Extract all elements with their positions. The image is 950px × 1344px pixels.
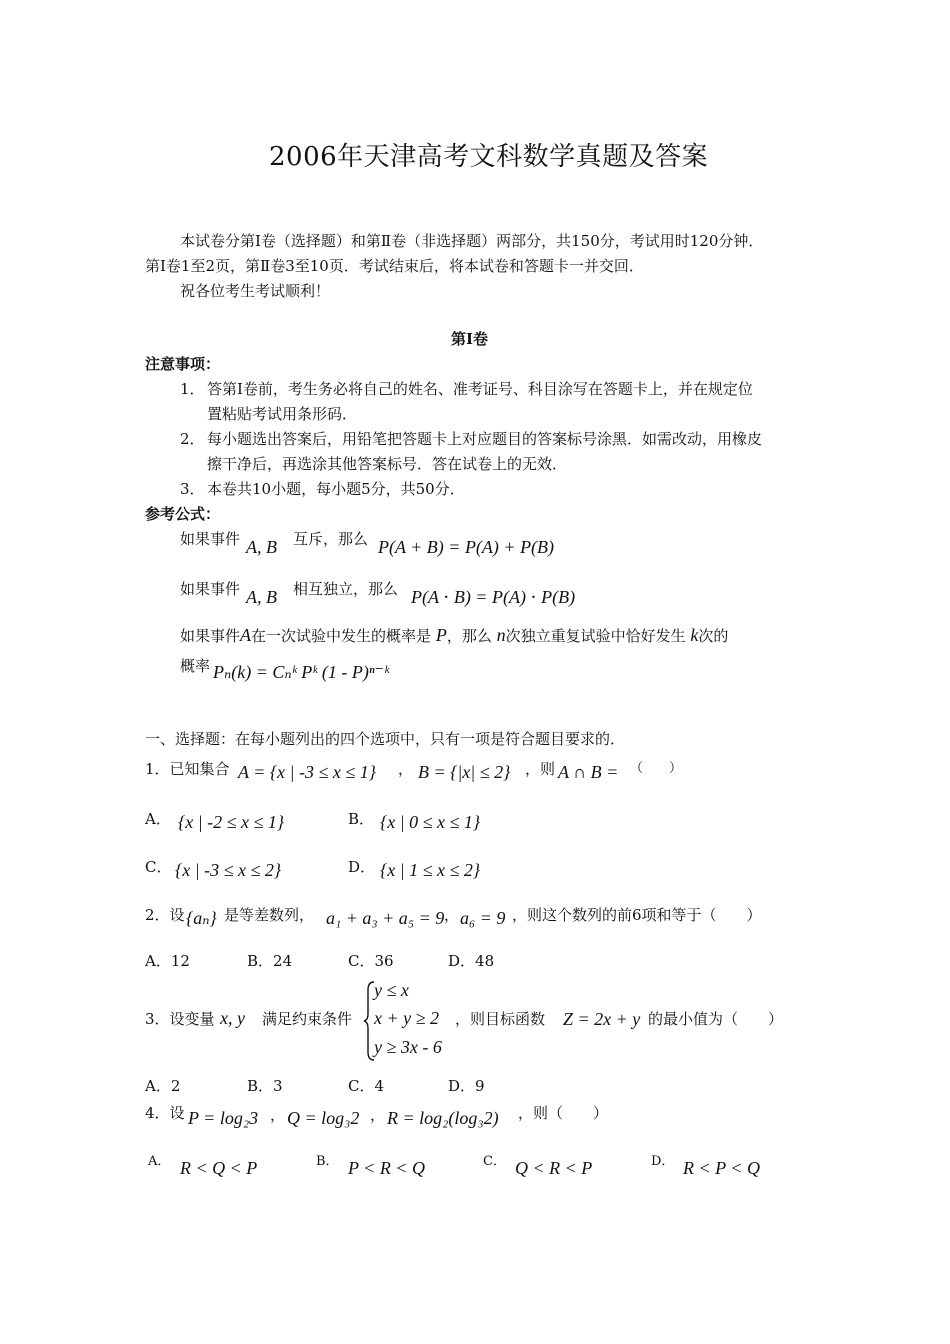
formula-3-n: n (496, 625, 506, 645)
q2-mid: 是等差数列， (224, 906, 315, 924)
formula-1-prefix: 如果事件 (180, 530, 241, 548)
formulas-title: 参考公式： (145, 505, 221, 523)
q1-option-C[interactable]: {x | -3 ≤ x ≤ 2} (175, 860, 282, 880)
q4-option-D[interactable]: R < P < Q (683, 1158, 760, 1178)
formula-2-events: A, B (246, 587, 277, 607)
formula-3-k: k (690, 625, 699, 645)
q3-option-D (448, 1075, 485, 1096)
q3-option-A-value[interactable]: 2 (170, 1077, 181, 1095)
intro-line-3: 祝各位考生考试顺利！ (180, 282, 331, 300)
formula-3-expression: Pₙ(k) = Cₙᵏ Pᵏ (1 - P)ⁿ⁻ᵏ (213, 662, 390, 682)
q2-option-B-label: B． (247, 952, 274, 970)
q2-option-A-label: A． (145, 952, 171, 970)
note-2-line-2: 擦干净后，再选涂其他答案标号．答在试卷上的无效． (207, 455, 568, 473)
q4-post: ，则（ ） (518, 1104, 609, 1122)
note-1-line-2: 置粘贴考试用条形码． (207, 405, 358, 423)
note-1-number: 1． (180, 380, 205, 398)
note-2-line-1: 每小题选出答案后，用铅笔把答题卡上对应题目的答案标号涂黑．如需改动，用橡皮 (207, 430, 763, 448)
formula-1-events: A, B (246, 537, 277, 557)
q2-option-C (348, 950, 394, 971)
q1-answer-paren: （ ） (630, 761, 683, 776)
notes-title: 注意事项： (145, 355, 221, 373)
q2-condition-2: a₆ = 9 (460, 908, 506, 928)
q3-vars: x, y (220, 1008, 245, 1028)
formula-3-event-A: A (240, 625, 252, 645)
q3-option-B-label: B． (247, 1077, 274, 1095)
q3-option-C (348, 1075, 384, 1096)
formula-3-line (180, 625, 728, 646)
q2-option-D-label: D． (448, 952, 476, 970)
q4-option-B-label: B． (316, 1154, 339, 1169)
q3-post-a: ，则目标函数 (455, 1010, 546, 1028)
q4-option-B[interactable]: P < R < Q (348, 1158, 425, 1178)
q1-set-A: A = {x | -3 ≤ x ≤ 1} (238, 762, 376, 782)
q2-separator: ， (444, 906, 460, 924)
formula-3-text-d: 次独立重复试验中恰好发生 (505, 627, 686, 645)
q1-ask: A ∩ B = (558, 762, 619, 782)
formula-3-label: 概率 (180, 657, 211, 675)
q3-option-B-value[interactable]: 3 (273, 1077, 283, 1095)
formula-3-text-a: 如果事件 (180, 627, 241, 645)
q2-option-C-label: C． (348, 952, 375, 970)
q3-option-A-label: A． (145, 1077, 171, 1095)
document-title: 2006年天津高考文科数学真题及答案 (269, 142, 709, 172)
q1-option-A-label: A． (145, 810, 171, 828)
q3-constraint-2: x + y ≥ 2 (374, 1008, 440, 1028)
q1-then: ，则 (525, 760, 556, 778)
q3-option-B (247, 1075, 283, 1096)
q2-option-B (247, 950, 292, 971)
q2-option-B-value[interactable]: 24 (273, 952, 293, 970)
q4-option-A[interactable]: R < Q < P (180, 1158, 258, 1178)
part-heading: 第Ⅰ卷 (451, 330, 489, 348)
q1-option-D-label: D． (348, 858, 376, 876)
q2-option-D (448, 950, 494, 971)
formula-3-text-b: 在一次试验中发生的概率是 (251, 627, 432, 645)
q3-constraint-3: y ≥ 3x - 6 (374, 1037, 442, 1057)
q2-stem-prefix: 2．设 (145, 906, 185, 924)
q3-stem-prefix: 3．设变量 (145, 1010, 215, 1028)
q3-constraint-1: y ≤ x (374, 980, 409, 1000)
q3-mid: 满足约束条件 (262, 1010, 353, 1028)
formula-2-mid: 相互独立，那么 (293, 580, 399, 598)
intro-line-2: 第Ⅰ卷1至2页，第Ⅱ卷3至10页．考试结束后，将本试卷和答题卡一并交回． (145, 257, 644, 275)
note-2-number: 2． (180, 430, 205, 448)
q1-option-B[interactable]: {x | 0 ≤ x ≤ 1} (380, 812, 481, 832)
q4-Q: Q = log₃2 (287, 1108, 360, 1128)
q2-option-C-value[interactable]: 36 (374, 952, 394, 970)
intro-line-1: 本试卷分第Ⅰ卷（选择题）和第Ⅱ卷（非选择题）两部分，共150分，考试用时120分钟． (180, 232, 764, 250)
q1-set-B: B = {|x| ≤ 2} (418, 762, 511, 782)
q4-option-A-label: A． (148, 1154, 171, 1169)
q2-option-A-value[interactable]: 12 (170, 952, 190, 970)
q4-separator-1: ， (270, 1106, 286, 1124)
q4-separator-2: ， (370, 1106, 386, 1124)
q1-option-C-label: C． (145, 858, 172, 876)
q3-option-C-value[interactable]: 4 (374, 1077, 385, 1095)
formula-1-expression: P(A + B) = P(A) + P(B) (378, 537, 555, 557)
q2-option-A (145, 950, 190, 971)
q2-option-D-value[interactable]: 48 (475, 952, 495, 970)
q4-option-C[interactable]: Q < R < P (515, 1158, 593, 1178)
note-3-line-1: 本卷共10小题，每小题5分，共50分． (207, 480, 465, 498)
q3-option-D-label: D． (448, 1077, 476, 1095)
formula-3-P: P (435, 625, 447, 645)
q3-option-C-label: C． (348, 1077, 375, 1095)
q4-option-D-label: D． (651, 1154, 675, 1169)
q2-sequence: {aₙ} (186, 908, 217, 928)
formula-1-mid: 互斥，那么 (293, 530, 369, 548)
q3-option-A (145, 1075, 180, 1096)
q1-option-D[interactable]: {x | 1 ≤ x ≤ 2} (380, 860, 481, 880)
formula-2-expression: P(A ⋅ B) = P(A) ⋅ P(B) (411, 587, 576, 607)
formula-2-prefix: 如果事件 (180, 580, 241, 598)
formula-3-text-c: ，那么 (446, 627, 492, 645)
q3-post-b: 的最小值为（ ） (648, 1010, 784, 1028)
note-1-line-1: 答第Ⅰ卷前，考生务必将自己的姓名、准考证号、科目涂写在答题卡上，并在规定位 (207, 380, 753, 398)
q3-objective: Z = 2x + y (563, 1009, 641, 1029)
section-heading: 一、选择题：在每小题列出的四个选项中，只有一项是符合题目要求的． (145, 730, 626, 748)
note-3-number: 3． (180, 480, 205, 498)
q3-option-D-value[interactable]: 9 (475, 1077, 485, 1095)
q4-R: R = log₂(log₃2) (387, 1108, 499, 1128)
q1-separator: ， (398, 760, 414, 778)
q1-option-B-label: B． (348, 810, 375, 828)
q4-P: P = log₂3 (188, 1108, 259, 1128)
q2-post: ，则这个数列的前6项和等于（ ） (512, 906, 762, 924)
q4-stem-prefix: 4．设 (145, 1104, 185, 1122)
q2-condition-1: a₁ + a₃ + a₅ = 9 (326, 908, 445, 928)
q4-option-C-label: C． (483, 1154, 506, 1169)
q1-option-A[interactable]: {x | -2 ≤ x ≤ 1} (178, 812, 285, 832)
q1-stem-prefix: 1．已知集合 (145, 760, 230, 778)
formula-3-text-e: 次的 (698, 627, 729, 645)
